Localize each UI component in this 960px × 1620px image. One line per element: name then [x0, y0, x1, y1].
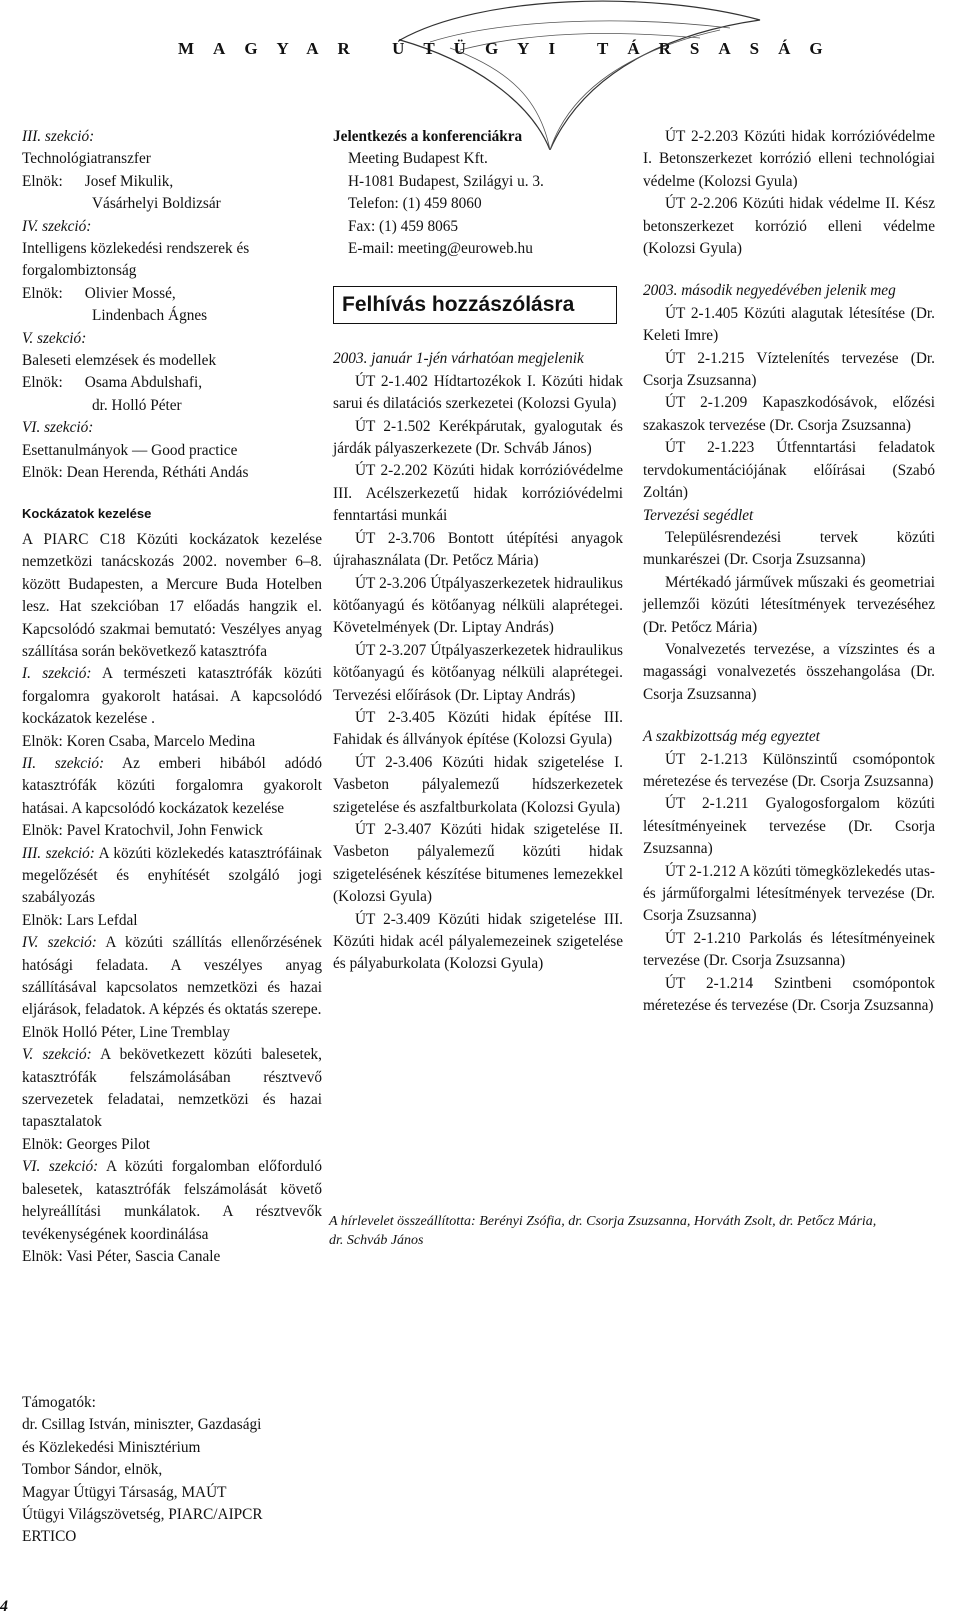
standard-item: ÚT 2-1.214 Szintbeni csomópontok méretezése és tervezése (Dr. Csorja Zsuzsanna)	[643, 974, 935, 1015]
supporter-line: Útügyi Világszövetség, PIARC/AIPCR	[22, 1506, 263, 1524]
standard-item: ÚT 2-3.405 Közúti hidak építése III. Fahidak és állványok építése (Kolozsi Gyula)	[333, 708, 623, 749]
registration-line: Meeting Budapest Kft.	[348, 150, 488, 168]
risk-section-1-chair: Elnök: Koren Csaba, Marcelo Medina	[22, 732, 256, 750]
standard-item: ÚT 2-1.212 A közúti tömegközlekedés utas- és járműforgalmi létesítmények tervezése (Dr. Csorja Zsuzsanna)	[643, 862, 935, 925]
risk-section-5-chair: Elnök: Georges Pilot	[22, 1135, 151, 1153]
standard-item: ÚT 2-2.203 Közúti hidak korrózióvédelme I. Betonszerkezet korrózió elleni technológiai védelme (Kolozsi Gyula)	[643, 128, 935, 190]
registration-line: H-1081 Budapest, Szilágyi u. 3.	[348, 172, 544, 190]
risk-section-2: II. szekció: Az emberi hibából adódó katasztrófák közúti forgalomra gyakorolt hatásai. A kapcsolódó kockázatok kezelése	[22, 754, 322, 817]
section-4-chair: Elnök: Olivier Mossé,	[22, 284, 176, 302]
registration-line: Telefon: (1) 459 8060	[348, 195, 482, 213]
left-column	[22, 126, 322, 1268]
standard-item: ÚT 2-3.407 Közúti hidak szigetelése II. Vasbeton pályalemezű közúti hidak szigetelésének készítése bitumenes lemezekkel (Kolozsi Gyula)	[333, 820, 623, 906]
section-3-chair: Elnök: Josef Mikulik,	[22, 172, 174, 190]
supporters-block	[22, 1392, 342, 1549]
section-4-label: IV. szekció:	[22, 217, 92, 235]
design-aid-label: Tervezési segédlet	[643, 506, 754, 524]
standard-item: ÚT 2-1.210 Parkolás és létesítményeinek tervezése (Dr. Csorja Zsuzsanna)	[643, 929, 935, 970]
supporter-line: dr. Csillag István, miniszter, Gazdasági	[22, 1416, 262, 1434]
risk-section-2-chair: Elnök: Pavel Kratochvil, John Fenwick	[22, 822, 263, 840]
standards-list-a	[643, 126, 935, 260]
registration-line: Fax: (1) 459 8065	[348, 217, 459, 235]
risk-heading: Kockázatok kezelése	[22, 505, 152, 521]
standard-item: ÚT 2-3.406 Közúti hidak szigetelése I. Vasbeton pályalemezű hídszerkezetek szigetelése és aszfaltburkolata (Kolozsi Gyula)	[333, 753, 623, 816]
registration-heading: Jelentkezés a konferenciákra	[333, 128, 523, 145]
section-6-title: Esettanulmányok — Good practice	[22, 441, 238, 459]
risk-section-1: I. szekció: A természeti katasztrófák közúti forgalomra gyakorolt hatásai. A kapcsolódó kockázatok kezelése .	[22, 665, 322, 728]
registration-email: E-mail: meeting@euroweb.hu	[348, 240, 533, 258]
publication-note: 2003. január 1-jén várhatóan megjelenik	[333, 350, 584, 368]
standard-item: ÚT 2-3.206 Útpályaszerkezetek hidraulikus kötőanyagú és kötőanyag nélküli alaprétegei. Követelmények (Dr. Liptay András)	[333, 574, 623, 637]
standard-item: ÚT 2-2.206 Közúti hidak védelme II. Kész betonszerkezet korrózió elleni védelme (Kolozsi Gyula)	[643, 195, 935, 258]
section-5-chair: Elnök: Osama Abdulshafi,	[22, 374, 203, 392]
supporter-line: Tombor Sándor, elnök,	[22, 1461, 163, 1479]
risk-section-4: IV. szekció: A közúti szállítás ellenőrzésének hatósági feladata. A veszélyes anyag szállításával kapcsolatos nemzetközi és hazai eljárások, feladatok. A képzés és oktatás szerepe.	[22, 934, 322, 1019]
standard-item: ÚT 2-1.502 Kerékpárutak, gyalogutak és járdák pályaszerkezete (Dr. Schváb János)	[333, 417, 623, 458]
standard-item: Vonalvezetés tervezése, a vízszintes és a magassági vonalvezetés összehangolása (Dr. Csorja Zsuzsanna)	[643, 640, 935, 703]
section-4-title: Intelligens közlekedési rendszerek és forgalombiztonság	[22, 240, 250, 280]
supporter-line: Magyar Útügyi Társaság, MAÚT	[22, 1483, 227, 1501]
risk-section-3-chair: Elnök: Lars Lefdal	[22, 911, 138, 929]
risk-section-4-chair: Elnök Holló Péter, Line Tremblay	[22, 1023, 231, 1041]
standards-list-c	[643, 527, 935, 706]
standard-item: ÚT 2-1.213 Különszintű csomópontok méretezése és tervezése (Dr. Csorja Zsuzsanna)	[643, 750, 935, 790]
standard-item: ÚT 2-2.202 Közúti hidak korrózióvédelme III. Acélszerkezetű hidak korrózióvédelmi fenntartási munkái	[333, 462, 623, 525]
call-for-comments-banner: Felhívás hozzászólásra	[333, 286, 617, 324]
standards-list-b	[643, 303, 935, 505]
risk-intro: A PIARC C18 Közúti kockázatok kezelése nemzetközi tanácskozás 2002. november 6–8. között Budapesten, a Mercure Buda Hotelben lesz. Hat szekcióban 17 előadás hangzik el. Kapcsolódó szakmai bemutató: Veszélyes anyag szállítása során bekövetkező katasztrófa	[22, 530, 322, 660]
masthead-title: MAGYAR ÚTÜGYI TÁRSASÁG	[178, 39, 842, 58]
middle-column	[333, 126, 623, 976]
standards-list-d	[643, 749, 935, 1018]
section-3-label: III. szekció:	[22, 128, 95, 145]
section-3-title: Technológiatranszfer	[22, 150, 151, 168]
standard-item: ÚT 2-1.215 Víztelenítés tervezése (Dr. Csorja Zsuzsanna)	[643, 349, 935, 390]
section-5-chair-2: dr. Holló Péter	[92, 396, 182, 414]
page-number: 4	[0, 1598, 8, 1615]
standard-item: ÚT 2-3.207 Útpályaszerkezetek hidraulikus kötőanyagú és kötőanyag nélküli alaprétegei. Tervezési előírások (Dr. Liptay András)	[333, 641, 623, 704]
standard-item: ÚT 2-1.209 Kapaszkodósávok, előzési szakaszok tervezése (Dr. Csorja Zsuzsanna)	[643, 394, 935, 434]
section-3-chair-2: Vásárhelyi Boldizsár	[92, 195, 221, 213]
q2-note: 2003. második negyedévében jelenik meg	[643, 282, 896, 300]
supporter-line: ERTICO	[22, 1528, 77, 1546]
supporter-line: és Közlekedési Minisztérium	[22, 1438, 201, 1456]
section-6-chair: Elnök: Dean Herenda, Rétháti Andás	[22, 464, 249, 482]
pending-label: A szakbizottság még egyeztet	[643, 728, 820, 746]
newsletter-credits: A hírlevelet összeállította: Berényi Zsófia, dr. Csorja Zsuzsanna, Horváth Zsolt, dr. Petőcz Mária, dr. Schváb János	[329, 1214, 877, 1248]
standard-item: ÚT 2-3.706 Bontott útépítési anyagok újrahasználata (Dr. Petőcz Mária)	[333, 529, 623, 570]
standard-item: ÚT 2-1.402 Hídtartozékok I. Közúti hidak sarui és dilatációs szerkezetei (Kolozsi Gyula)	[333, 372, 623, 413]
standard-item: ÚT 2-1.405 Közúti alagutak létesítése (Dr. Keleti Imre)	[643, 304, 935, 345]
risk-section-3: III. szekció: A közúti közlekedés katasztrófáinak megelőzését és enyhítését szolgáló jogi szabályozás	[22, 844, 322, 907]
risk-section-6-chair: Elnök: Vasi Péter, Sascia Canale	[22, 1247, 221, 1265]
standard-item: ÚT 2-1.223 Útfenntartási feladatok tervdokumentációjának előírásai (Szabó Zoltán)	[643, 439, 935, 502]
risk-section-6: VI. szekció: A közúti forgalomban előforduló balesetek, katasztrófák felszámolását követő helyreállítási munkálatok. A résztvevők tevékenységének koordinálása	[22, 1158, 322, 1243]
section-5-label: V. szekció:	[22, 329, 87, 347]
standard-item: ÚT 2-1.211 Gyalogosforgalom közúti létesítményeinek tervezése (Dr. Csorja Zsuzsanna)	[643, 795, 935, 858]
risk-section-5: V. szekció: A bekövetkezett közúti balesetek, katasztrófák felszámolásában résztvevő szervezetek feladatai, nemzetközi és hazai tapasztalatok	[22, 1046, 322, 1131]
standard-item: Településrendezési tervek közúti munkarészei (Dr. Csorja Zsuzsanna)	[643, 528, 935, 569]
section-4-chair-2: Lindenbach Ágnes	[92, 307, 208, 325]
supporters-label: Támogatók:	[22, 1394, 96, 1411]
standard-item: Mértékadó járművek műszaki és geometriai jellemzői közúti létesítmények tervezéséhez (Dr. Petőcz Mária)	[643, 573, 935, 636]
standards-list	[333, 371, 623, 976]
right-column	[643, 126, 935, 1017]
section-6-label: VI. szekció:	[22, 419, 94, 437]
section-5-title: Baleseti elemzések és modellek	[22, 352, 217, 370]
standard-item: ÚT 2-3.409 Közúti hidak szigetelése III. Közúti hidak acél pályalemezeinek szigetelése és pályaburkolata (Kolozsi Gyula)	[333, 910, 623, 973]
